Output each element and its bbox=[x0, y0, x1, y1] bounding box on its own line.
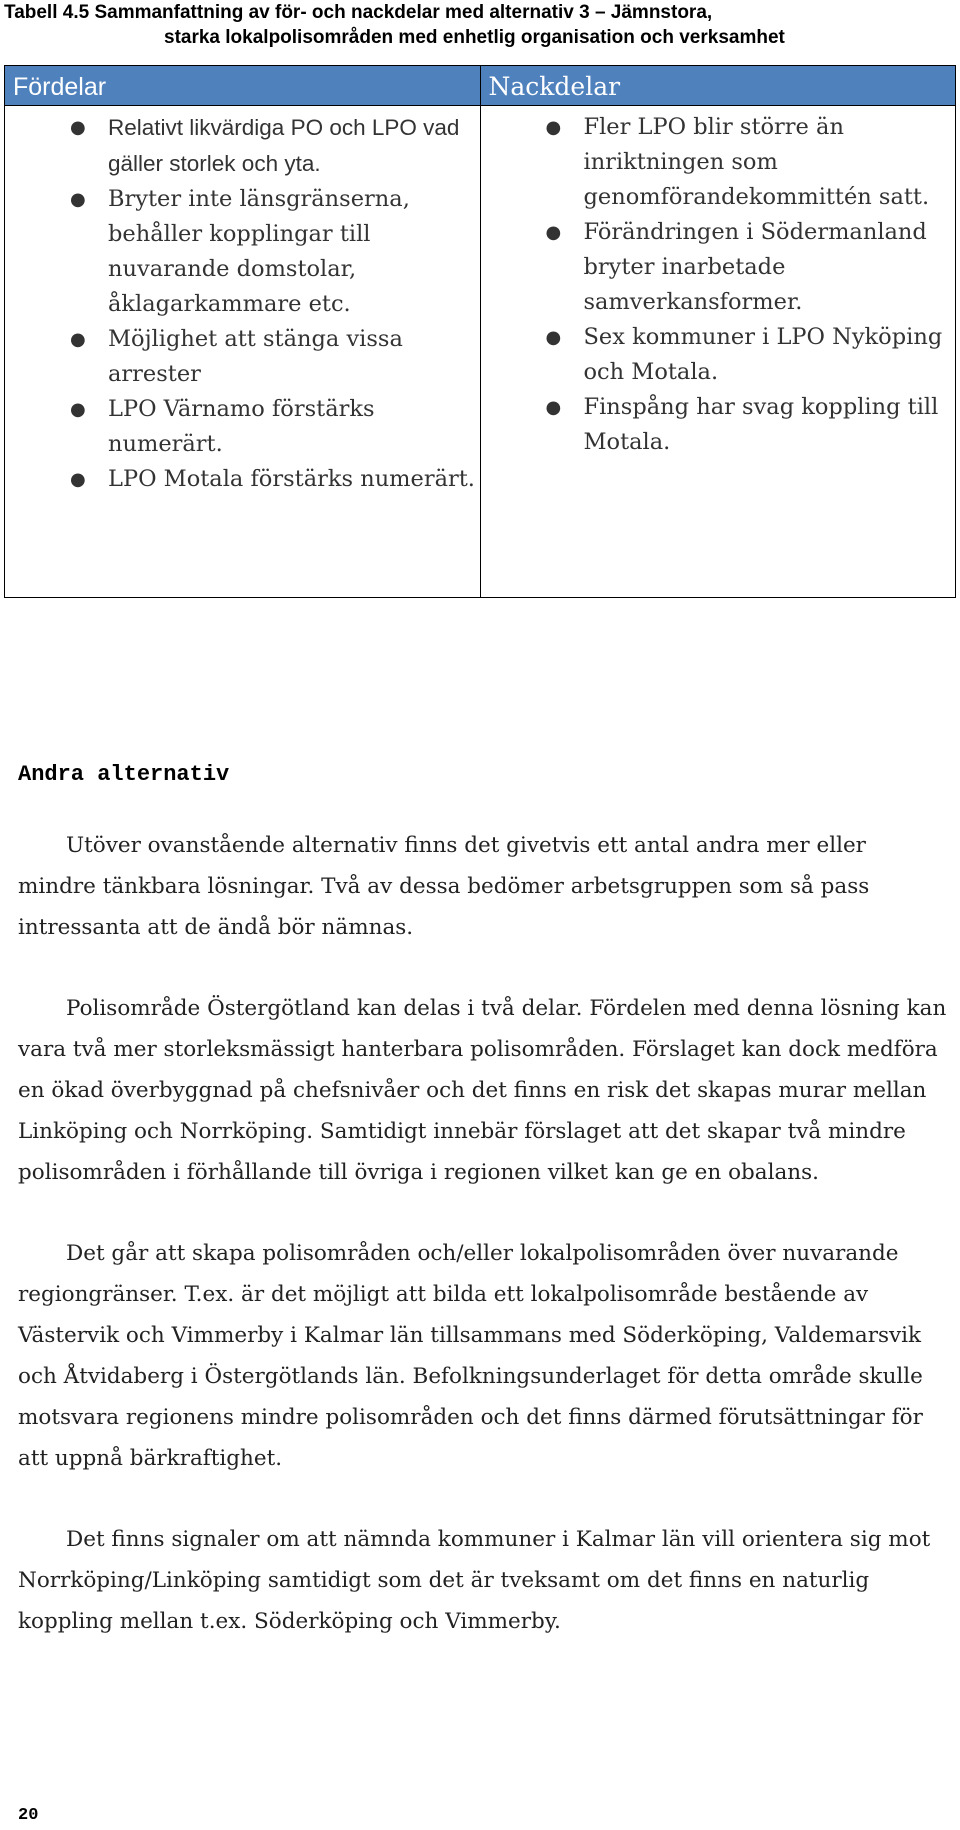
cons-item-text: Sex kommuner i LPO Nyköping och Motala. bbox=[583, 324, 943, 385]
cons-cell bbox=[480, 106, 956, 598]
pros-item-text: Relativt likvärdiga PO och LPO vad gäller storlek och yta. bbox=[108, 115, 460, 176]
table-caption bbox=[4, 0, 954, 50]
cons-item bbox=[545, 390, 956, 460]
bullet-icon: ● bbox=[545, 117, 562, 138]
caption-line-1: Tabell 4.5 Sammanfattning av för- och nackdelar med alternativ 3 – Jämnstora, bbox=[4, 2, 713, 23]
pros-cell bbox=[5, 106, 481, 598]
bullet-icon: ● bbox=[70, 117, 86, 138]
pros-header: Fördelar bbox=[5, 66, 481, 106]
bullet-icon: ● bbox=[545, 222, 562, 243]
paragraph: Polisområde Östergötland kan delas i två delar. Fördelen med denna lösning kan vara två mer storleksmässigt hanterbara polisområden. Förslaget kan dock medföra en ökad överbyggnad på chefsnivåer och det finns en risk det skapas murar mellan Linköping och Norrköping. Samtidigt innebär förslaget att det skapar två mindre polisområden i förhållande till övriga i regionen vilket kan ge en obalans. bbox=[18, 996, 947, 1185]
pros-item-text: LPO Motala förstärks numerärt. bbox=[108, 466, 475, 492]
cons-item-text: Finspång har svag koppling till Motala. bbox=[583, 394, 939, 455]
bullet-icon: ● bbox=[70, 469, 86, 490]
pros-item bbox=[70, 322, 480, 392]
caption-line-2: starka lokalpolisområden med enhetlig organisation och verksamhet bbox=[164, 27, 785, 48]
cons-item bbox=[545, 215, 956, 320]
cons-item bbox=[545, 110, 956, 215]
pros-item bbox=[70, 392, 480, 462]
cons-item-text: Fler LPO blir större än inriktningen som genomförandekommittén satt. bbox=[583, 114, 930, 210]
pros-list bbox=[5, 110, 480, 497]
cons-item-text: Förändringen i Södermanland bryter inarbetade samverkansformer. bbox=[583, 219, 927, 315]
paragraph: Det finns signaler om att nämnda kommuner i Kalmar län vill orientera sig mot Norrköping/Linköping samtidigt som det är tveksamt om det finns en naturlig koppling mellan t.ex. Söderköping och Vimmerby. bbox=[18, 1527, 931, 1634]
pros-item-text: LPO Värnamo förstärks numerärt. bbox=[108, 396, 375, 457]
bullet-icon: ● bbox=[70, 399, 86, 420]
bullet-icon: ● bbox=[545, 397, 562, 418]
pros-item-text: Möjlighet att stänga vissa arrester bbox=[108, 326, 403, 387]
paragraph: Det går att skapa polisområden och/eller lokalpolisområden över nuvarande regiongränser. T.ex. är det möjligt att bilda ett lokalpolisområde bestående av Västervik och Vimmerby i Kalmar län tillsammans med Söderköping, Valdemarsvik och Åtvidaberg i Östergötlands län. Befolkningsunderlaget för detta område skulle motsvara regionens mindre polisområden och det finns därmed förutsättningar för att uppnå bärkraftighet. bbox=[18, 1241, 923, 1471]
paragraph: Utöver ovanstående alternativ finns det givetvis ett antal andra mer eller mindre tänkbara lösningar. Två av dessa bedömer arbetsgruppen som så pass intressanta att de ändå bör nämnas. bbox=[18, 833, 870, 940]
page-number: 20 bbox=[18, 1806, 39, 1825]
section-heading: Andra alternativ bbox=[18, 762, 230, 787]
pros-item bbox=[70, 182, 480, 322]
bullet-icon: ● bbox=[70, 189, 86, 210]
cons-item bbox=[545, 320, 956, 390]
cons-list bbox=[481, 110, 956, 460]
cons-header: Nackdelar bbox=[480, 66, 956, 106]
bullet-icon: ● bbox=[70, 329, 86, 350]
bullet-icon: ● bbox=[545, 327, 562, 348]
pros-item bbox=[70, 462, 480, 497]
pros-cons-table bbox=[4, 65, 956, 598]
pros-item bbox=[70, 110, 480, 182]
body-text bbox=[18, 825, 948, 1682]
pros-item-text: Bryter inte länsgränserna, behåller kopplingar till nuvarande domstolar, åklagarkammare etc. bbox=[108, 186, 410, 317]
